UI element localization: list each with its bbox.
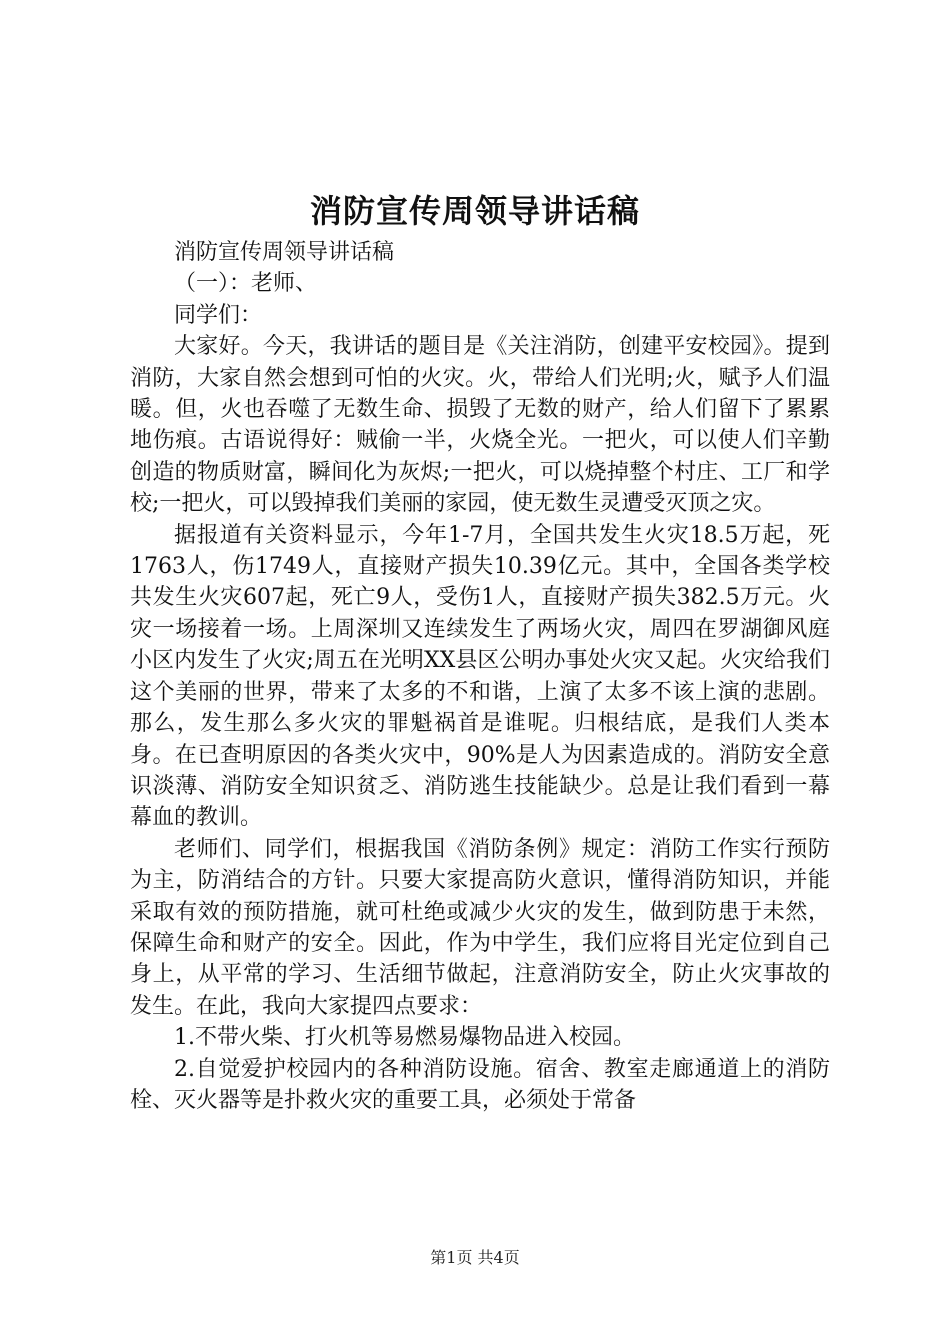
paragraph-regulations: 老师们、同学们，根据我国《消防条例》规定：消防工作实行预防为主，防消结合的方针。只要大家提高防火意识，懂得消防知识，并能采取有效的预防措施，就可杜绝或减少火灾的发生，做到防患于未然，保障生命和财产的安全。因此，作为中学生，我们应将目光定位到自己身上，从平常的学习、生活细节做起，注意消防安全，防止火灾事故的发生。在此，我向大家提四点要求：: [130, 836, 830, 1019]
paragraph-opening: 大家好。今天，我讲话的题目是《关注消防，创建平安校园》。提到消防，大家自然会想到可怕的火灾。火，带给人们光明;火，赋予人们温暖。但，火也吞噬了无数生命、损毁了无数的财产，给人们留下了累累地伤痕。古语说得好：贼偷一半，火烧全光。一把火，可以使人们辛勤创造的物质财富，瞬间化为灰烬;一把火，可以烧掉整个村庄、工厂和学校;一把火，可以毁掉我们美丽的家园，使无数生灵遭受灭顶之灾。: [130, 334, 830, 517]
document-title: 消防宣传周领导讲话稿: [309, 192, 640, 230]
paragraph-subtitle: 消防宣传周领导讲话稿: [174, 240, 395, 265]
paragraph-salutation-teachers: （一）：老师、: [174, 271, 318, 297]
paragraph-requirement-2: 2.自觉爱护校园内的各种消防设施。宿舍、教室走廊通道上的消防栓、灭火器等是扑救火灾的重要工具，必须处于常备: [130, 1056, 830, 1113]
page-footer: 第1页 共4页: [430, 1248, 520, 1267]
paragraph-requirement-1: 1.不带火柴、打火机等易燃易爆物品进入校园。: [174, 1025, 635, 1051]
document-body: [130, 237, 830, 1116]
paragraph-salutation-students: 同学们：: [174, 302, 263, 328]
paragraph-statistics: 据报道有关资料显示，今年1-7月，全国共发生火灾18.5万起，死1763人，伤1749人，直接财产损失10.39亿元。其中，全国各类学校共发生火灾607起，死亡9人，受伤1人，直接财产损失382.5万元。火灾一场接着一场。上周深圳又连续发生了两场火灾，周四在罗湖御风庭小区内发生了火灾;周五在光明XX县区公明办事处火灾又起。火灾给我们这个美丽的世界，带来了太多的不和谐，上演了太多不该上演的悲剧。那么，发生那么多火灾的罪魁祸首是谁呢。归根结底，是我们人类本身。在已查明原因的各类火灾中，90%是人为因素造成的。消防安全意识淡薄、消防安全知识贫乏、消防逃生技能缺少。总是让我们看到一幕幕血的教训。: [130, 522, 830, 831]
